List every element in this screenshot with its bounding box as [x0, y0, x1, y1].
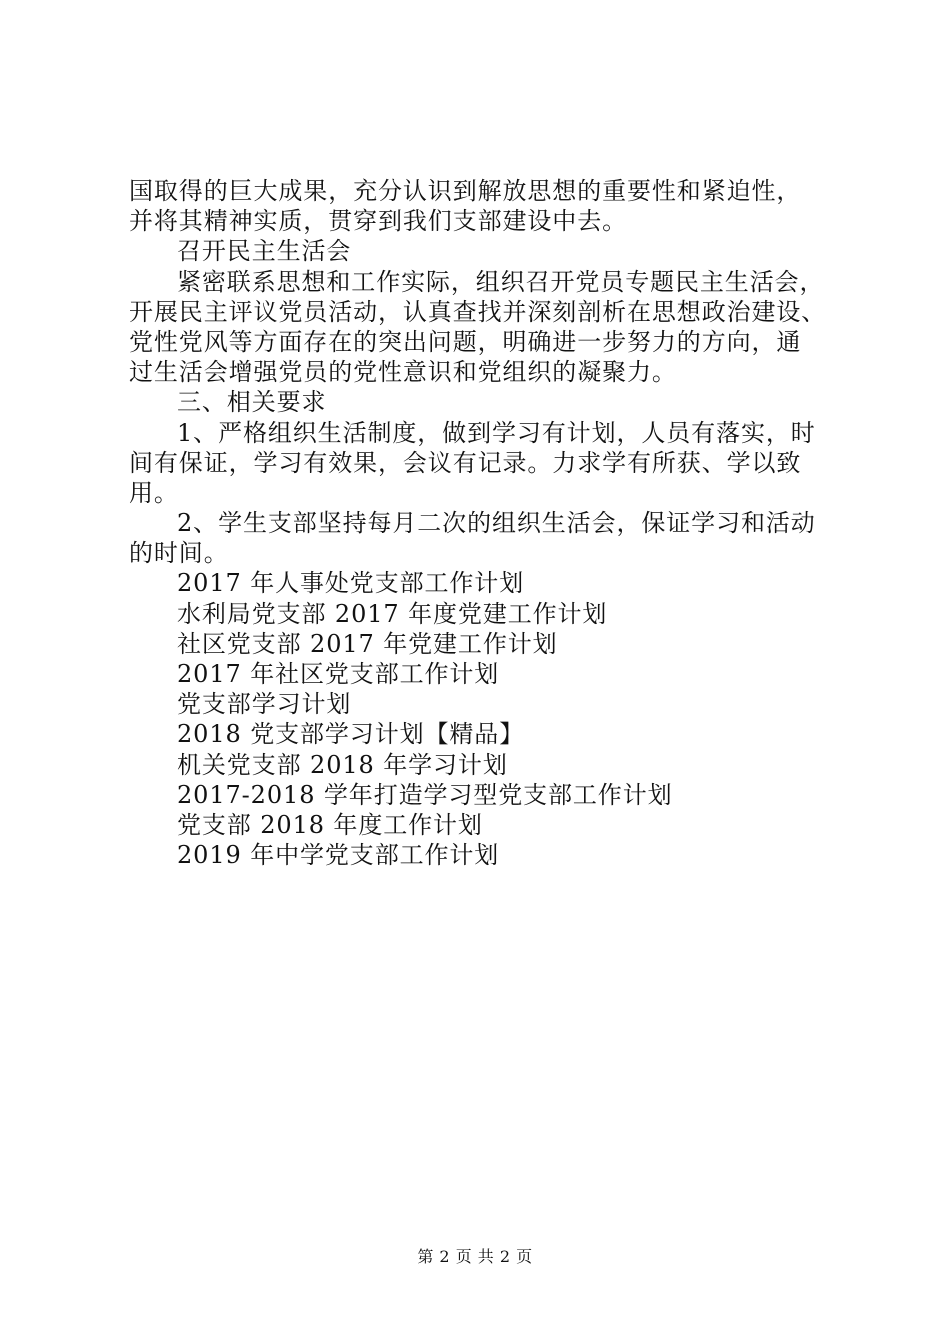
text-line: 过生活会增强党员的党性意识和党组织的凝聚力。 — [129, 358, 677, 387]
text-line: 用。 — [129, 478, 179, 507]
text-line: 国取得的巨大成果，充分认识到解放思想的重要性和紧迫性， — [129, 177, 802, 205]
text-line: 1、严格组织生活制度，做到学习有计划，人员有落实，时 — [177, 418, 816, 447]
text-line: 紧密联系思想和工作实际，组织召开党员专题民主生活会， — [177, 267, 825, 296]
page-footer: 第 2 页 共 2 页 — [417, 1247, 533, 1266]
related-link: 党支部 2018 年度工作计划 — [177, 810, 483, 839]
text-line: 2、学生支部坚持每月二次的组织生活会，保证学习和活动 — [177, 509, 816, 538]
related-link: 2018 党支部学习计划【精品】 — [177, 720, 525, 749]
related-link: 党支部学习计划 — [177, 690, 352, 719]
text-line: 的时间。 — [129, 539, 229, 568]
related-link: 2017 年社区党支部工作计划 — [177, 660, 500, 688]
text-line: 间有保证，学习有效果，会议有记录。力求学有所获、学以致 — [129, 448, 802, 477]
related-link: 2017 年人事处党支部工作计划 — [177, 569, 525, 598]
related-link: 2017-2018 学年打造学习型党支部工作计划 — [177, 780, 673, 809]
section-heading: 召开民主生活会 — [177, 237, 352, 266]
related-link: 水利局党支部 2017 年度党建工作计划 — [177, 599, 608, 628]
related-link: 2019 年中学党支部工作计划 — [177, 841, 500, 870]
text-line: 开展民主评议党员活动，认真查找并深刻剖析在思想政治建设、 — [129, 297, 827, 326]
text-line: 党性党风等方面存在的突出问题，明确进一步努力的方向，通 — [129, 327, 802, 356]
related-link: 社区党支部 2017 年党建工作计划 — [177, 629, 558, 658]
section-heading: 三、相关要求 — [177, 388, 327, 417]
related-link: 机关党支部 2018 年学习计划 — [177, 750, 508, 779]
text-line: 并将其精神实质，贯穿到我们支部建设中去。 — [129, 207, 627, 236]
document-body — [129, 176, 829, 870]
